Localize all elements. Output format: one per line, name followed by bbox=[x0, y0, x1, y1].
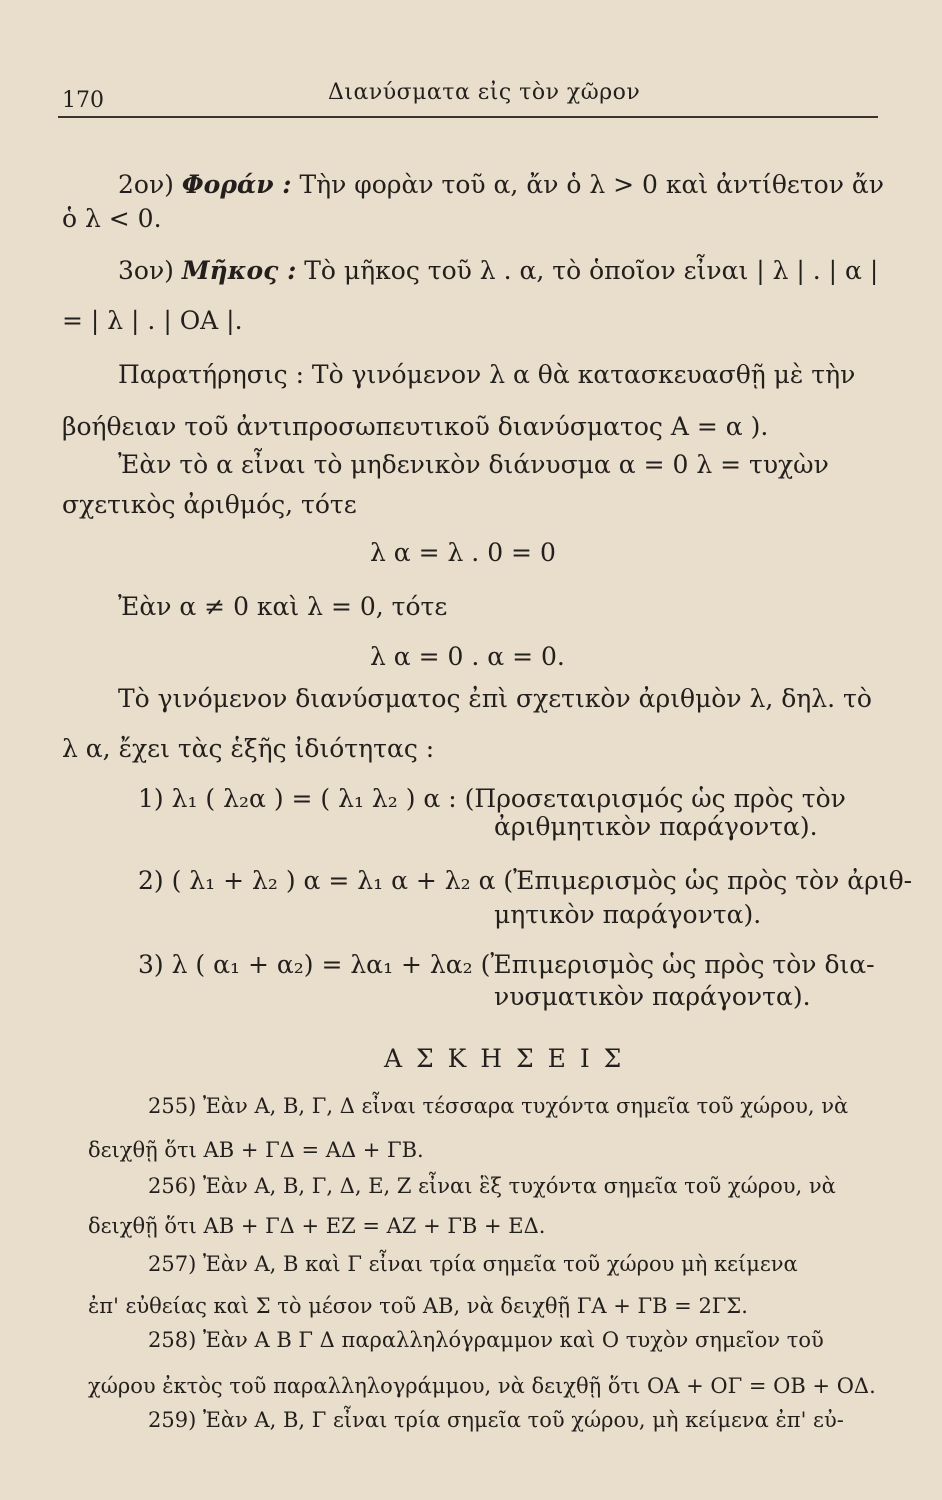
text-line: Τὸ γινόμενον διανύσματος ἐπὶ σχετικὸν ἀριθμὸν λ, δηλ. τὸ bbox=[118, 684, 872, 713]
item-number: 2ον) bbox=[118, 170, 174, 199]
line-text: Τὴν φορὰν τοῦ α, ἄν ὁ λ > 0 καὶ ἀντίθετον ἄν bbox=[299, 170, 884, 199]
exercise-line: 257) Ἐὰν Α, Β καὶ Γ εἶναι τρία σημεῖα τοῦ χώρου μὴ κείμενα bbox=[148, 1252, 798, 1276]
text-line: ὁ λ < 0. bbox=[62, 204, 162, 233]
exercise-line: χώρου ἐκτὸς τοῦ παραλληλογράμμου, νὰ δειχθῇ ὅτι ΟΑ + ΟΓ = ΟΒ + ΟΔ. bbox=[88, 1374, 876, 1398]
exercises-heading: Α Σ Κ Η Σ Ε Ι Σ bbox=[384, 1044, 625, 1073]
exercise-line: ἐπ' εὐθείας καὶ Σ τὸ μέσον τοῦ ΑΒ, νὰ δειχθῇ ΓΑ + ΓΒ = 2ΓΣ. bbox=[88, 1294, 748, 1318]
text-line: λ α, ἔχει τὰς ἑξῆς ἰδιότητας : bbox=[62, 734, 435, 763]
formula-line: λ α = λ . 0 = 0 bbox=[370, 538, 556, 567]
exercise-line: 259) Ἐὰν Α, Β, Γ εἶναι τρία σημεῖα τοῦ χώρου, μὴ κείμενα ἐπ' εὐ- bbox=[148, 1408, 844, 1432]
line-3ov bbox=[118, 258, 878, 283]
text-line: Ἐὰν α ≠ 0 καὶ λ = 0, τότε bbox=[118, 592, 448, 621]
exercise-line: 256) Ἐὰν Α, Β, Γ, Δ, Ε, Ζ εἶναι ἓξ τυχόντα σημεῖα τοῦ χώρου, νὰ bbox=[148, 1174, 836, 1198]
text-line: βοήθειαν τοῦ ἀντιπροσωπευτικοῦ διανύσματος Α = α ). bbox=[62, 412, 769, 441]
text-line: = | λ | . | ΟΑ |. bbox=[62, 306, 243, 335]
exercise-line: 258) Ἐὰν Α Β Γ Δ παραλληλόγραμμον καὶ Ο τυχὸν σημεῖον τοῦ bbox=[148, 1328, 824, 1352]
exercise-line: δειχθῇ ὅτι ΑΒ + ΓΔ = ΑΔ + ΓΒ. bbox=[88, 1138, 424, 1162]
header-rule bbox=[58, 116, 878, 118]
property-line: νυσματικὸν παράγοντα). bbox=[494, 982, 811, 1011]
property-line: 1) λ₁ ( λ₂α ) = ( λ₁ λ₂ ) α : (Προσεταιρισμός ὡς πρὸς τὸν bbox=[138, 784, 846, 813]
line-text: Τὸ μῆκος τοῦ λ . α, τὸ ὁποῖον εἶναι | λ | . | α | bbox=[304, 256, 879, 285]
property-line: ἀριθμητικὸν παράγοντα). bbox=[494, 812, 818, 841]
page-number: 170 bbox=[62, 88, 104, 113]
property-line: μητικὸν παράγοντα). bbox=[494, 900, 762, 929]
term-label: Μῆκος : bbox=[181, 256, 297, 285]
formula-line: λ α = 0 . α = 0. bbox=[370, 642, 565, 671]
term-label: Φοράν : bbox=[181, 170, 292, 199]
line-2ov bbox=[118, 172, 884, 197]
property-line: 2) ( λ₁ + λ₂ ) α = λ₁ α + λ₂ α (Ἐπιμερισμὸς ὡς πρὸς τὸν ἀριθ- bbox=[138, 866, 913, 895]
running-title: Διανύσματα εἰς τὸν χῶρον bbox=[328, 80, 641, 105]
item-number: 3ον) bbox=[118, 256, 174, 285]
exercise-line: δειχθῇ ὅτι ΑΒ + ΓΔ + ΕΖ = ΑΖ + ΓΒ + ΕΔ. bbox=[88, 1214, 546, 1238]
text-line: Ἐὰν τὸ α εἶναι τὸ μηδενικὸν διάνυσμα α = 0 λ = τυχὼν bbox=[118, 450, 829, 479]
text-line: σχετικὸς ἀριθμός, τότε bbox=[62, 490, 357, 519]
exercise-line: 255) Ἐὰν Α, Β, Γ, Δ εἶναι τέσσαρα τυχόντα σημεῖα τοῦ χώρου, νὰ bbox=[148, 1094, 849, 1118]
text-line: Παρατήρησις : Τὸ γινόμενον λ α θὰ κατασκευασθῇ μὲ τὴν bbox=[118, 360, 856, 389]
property-line: 3) λ ( α₁ + α₂) = λα₁ + λα₂ (Ἐπιμερισμὸς ὡς πρὸς τὸν δια- bbox=[138, 950, 875, 979]
